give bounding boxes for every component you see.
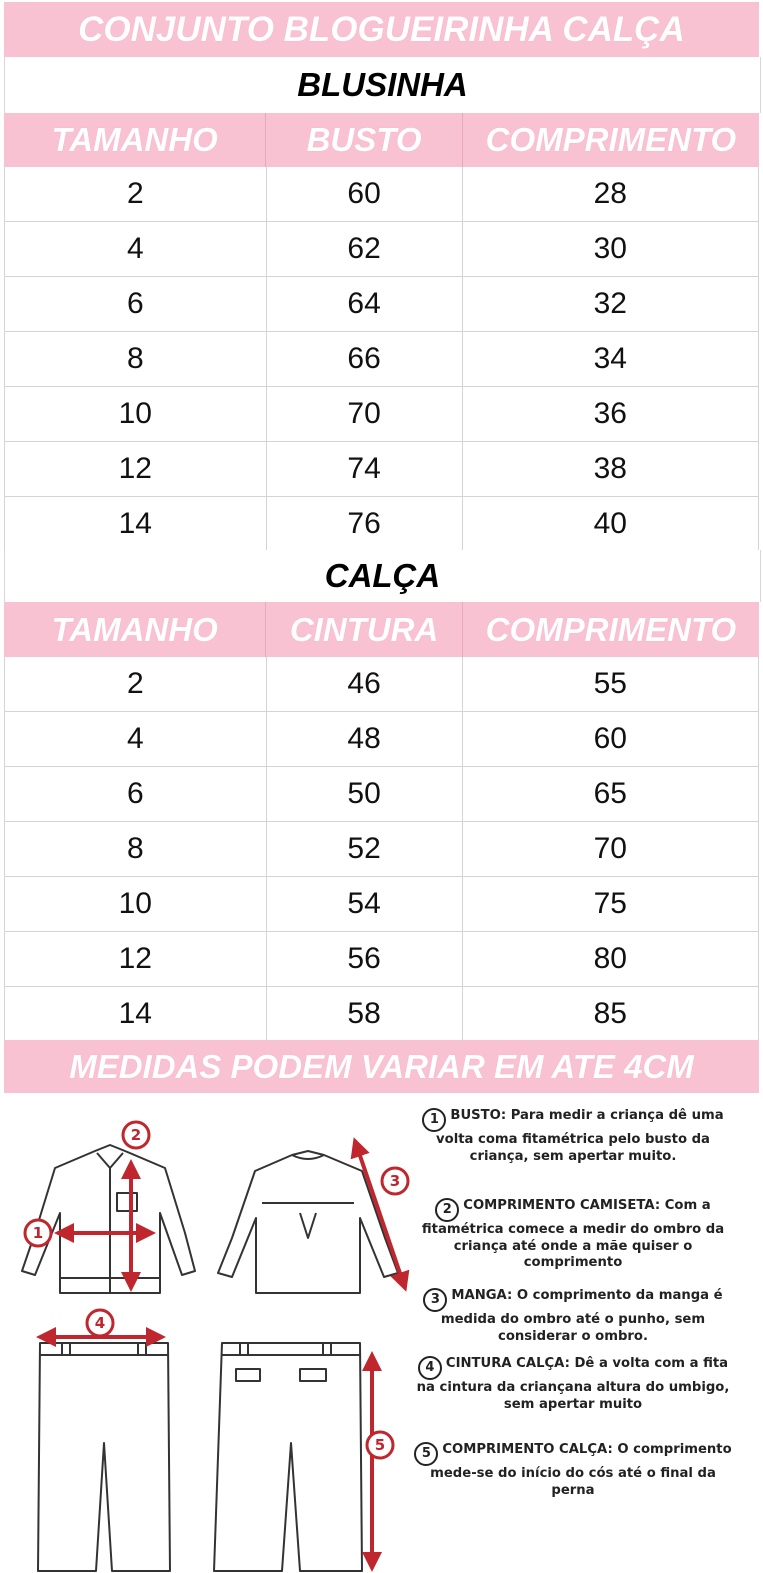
- table-row: [4, 222, 759, 277]
- size-cell: 10: [4, 387, 267, 441]
- marker-1-icon: [25, 1220, 51, 1246]
- cintura-cell: 50: [267, 767, 463, 821]
- table-row: [4, 167, 759, 222]
- size-cell: 14: [4, 987, 267, 1041]
- table-row: [4, 657, 759, 712]
- marker-3-icon: [382, 1168, 408, 1194]
- marker-2-icon: [123, 1122, 149, 1148]
- busto-cell: 70: [267, 387, 463, 441]
- table-row: [4, 277, 759, 332]
- cintura-cell: 54: [267, 877, 463, 931]
- instruction-manga-text: MANGA: O comprimento da manga é medida do ombro até o punho, sem considerar o ombro.: [440, 1288, 723, 1344]
- instruction-cintura-calca-text: CINTURA CALÇA: Dê a volta com a fita na cintura da criançana altura do umbigo, sem apertar muito: [416, 1356, 730, 1412]
- marker-5-icon: [367, 1432, 393, 1458]
- calca-header-row: [4, 602, 759, 657]
- instruction-manga: [408, 1288, 738, 1345]
- size-cell: 6: [4, 767, 267, 821]
- size-cell: 8: [4, 332, 267, 386]
- comprimento-cell: 85: [463, 987, 759, 1041]
- marker-5-label: 5: [374, 1436, 386, 1454]
- busto-cell: 60: [267, 167, 463, 221]
- marker-2-label: 2: [130, 1126, 142, 1144]
- comprimento-cell: 38: [463, 442, 759, 496]
- comprimento-cell: 28: [463, 167, 759, 221]
- busto-cell: 64: [267, 277, 463, 331]
- variation-notice: MEDIDAS PODEM VARIAR EM ATE 4CM: [4, 1040, 759, 1093]
- comprimento-cell: 40: [463, 497, 759, 551]
- cintura-cell: 48: [267, 712, 463, 766]
- table-row: [4, 712, 759, 767]
- blusinha-header-row: [4, 113, 759, 167]
- size-cell: 2: [4, 657, 267, 711]
- size-cell: 2: [4, 167, 267, 221]
- blusinha-table: [4, 167, 759, 552]
- comprimento-cell: 30: [463, 222, 759, 276]
- shirt-back-drawing: [218, 1151, 401, 1293]
- table-row: [4, 932, 759, 987]
- busto-cell: 62: [267, 222, 463, 276]
- instruction-comprimento-camiseta: [408, 1198, 738, 1272]
- marker-3-label: 3: [389, 1172, 401, 1190]
- instruction-cintura-calca: [408, 1356, 738, 1413]
- cintura-cell: 56: [267, 932, 463, 986]
- comprimento-cell: 75: [463, 877, 759, 931]
- instruction-busto-text: BUSTO: Para medir a criança dê uma volta coma fitamétrica pelo busto da criança, sem apertar muito.: [436, 1108, 724, 1164]
- size-cell: 8: [4, 822, 267, 876]
- calca-col-cintura: CINTURA: [266, 602, 462, 657]
- size-cell: 12: [4, 442, 267, 496]
- comprimento-cell: 70: [463, 822, 759, 876]
- calca-col-comprimento: COMPRIMENTO: [485, 610, 737, 648]
- blusinha-col-tamanho: TAMANHO: [4, 113, 266, 167]
- blusinha-heading: BLUSINHA: [4, 57, 761, 113]
- size-cell: 12: [4, 932, 267, 986]
- size-cell: 10: [4, 877, 267, 931]
- table-row: [4, 387, 759, 442]
- marker-4-icon: [87, 1310, 113, 1336]
- comprimento-cell: 36: [463, 387, 759, 441]
- table-row: [4, 767, 759, 822]
- busto-cell: 74: [267, 442, 463, 496]
- table-row: [4, 822, 759, 877]
- busto-cell: 76: [267, 497, 463, 551]
- cintura-cell: 46: [267, 657, 463, 711]
- blusinha-col-comprimento: COMPRIMENTO: [485, 121, 737, 158]
- size-cell: 4: [4, 222, 267, 276]
- busto-cell: 66: [267, 332, 463, 386]
- comprimento-cell: 65: [463, 767, 759, 821]
- number-1-icon: 1: [422, 1108, 446, 1132]
- blusinha-col-busto: BUSTO: [266, 113, 462, 167]
- marker-4-label: 4: [94, 1314, 106, 1332]
- calca-table: [4, 657, 759, 1042]
- size-cell: 4: [4, 712, 267, 766]
- calca-heading: CALÇA: [4, 550, 761, 602]
- comprimento-cell: 55: [463, 657, 759, 711]
- table-row: [4, 497, 759, 552]
- size-cell: 6: [4, 277, 267, 331]
- shirt-front-drawing: [22, 1145, 195, 1293]
- instruction-comprimento-camiseta-text: COMPRIMENTO CAMISETA: Com a fitamétrica comece a medir do ombro da criança até onde a mãe quiser o comprimento: [421, 1198, 725, 1270]
- calca-col-tamanho: TAMANHO: [4, 602, 266, 657]
- chart-title: CONJUNTO BLOGUEIRINHA CALÇA: [4, 2, 759, 57]
- comprimento-cell: 60: [463, 712, 759, 766]
- cintura-cell: 58: [267, 987, 463, 1041]
- table-row: [4, 442, 759, 497]
- instruction-busto: [408, 1108, 738, 1165]
- number-5-icon: 5: [414, 1442, 438, 1466]
- instruction-comprimento-calca: [408, 1442, 738, 1499]
- comprimento-cell: 32: [463, 277, 759, 331]
- comprimento-cell: 80: [463, 932, 759, 986]
- number-2-icon: 2: [435, 1198, 459, 1222]
- number-4-icon: 4: [418, 1356, 442, 1380]
- size-cell: 14: [4, 497, 267, 551]
- table-row: [4, 877, 759, 932]
- table-row: [4, 987, 759, 1042]
- marker-1-label: 1: [32, 1224, 44, 1242]
- comprimento-cell: 34: [463, 332, 759, 386]
- cintura-cell: 52: [267, 822, 463, 876]
- pants-back-drawing: [214, 1343, 362, 1571]
- instruction-comprimento-calca-text: COMPRIMENTO CALÇA: O comprimento mede-se do início do cós até o final da perna: [430, 1442, 732, 1498]
- pants-front-drawing: [38, 1343, 170, 1571]
- table-row: [4, 332, 759, 387]
- number-3-icon: 3: [423, 1288, 447, 1312]
